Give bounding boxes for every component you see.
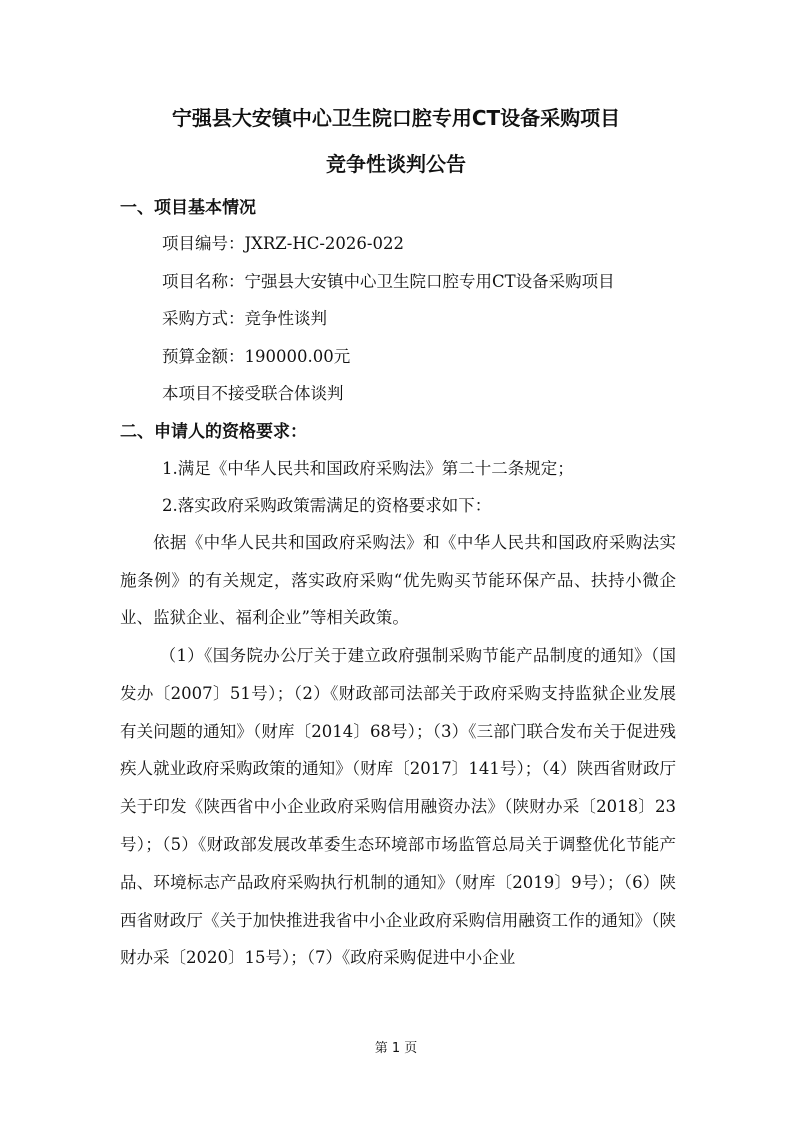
project-number: 项目编号：JXRZ-HC-2026-022: [162, 234, 404, 253]
consortium-note: 本项目不接受联合体谈判: [162, 384, 344, 403]
policy-list-paragraph: （1）《国务院办公厅关于建立政府强制采购节能产品制度的通知》（国发办〔2007〕51号）；（2）《财政部司法部关于政府采购支持监狱企业发展有关问题的通知》（财库〔2014〕68号）；（3）《三部门联合发布关于促进残疾人就业政府采购政策的通知》（财库〔2017〕141号）；（4）陕西省财政厅关于印发《陕西省中小企业政府采购信用融资办法》（陕财办采〔2018〕23号）；（5）《财政部发展改革委生态环境部市场监管总局关于调整优化节能产品、环境标志产品政府采购执行机制的通知》（财库〔2019〕9号）；（6）陕西省财政厅《关于加快推进我省中小企业政府采购信用融资工作的通知》（陕财办采〔2020〕15号）；（7）《政府采购促进中小企业: [120, 646, 676, 968]
document-title-line1: 宁强县大安镇中心卫生院口腔专用CT设备采购项目: [171, 106, 621, 130]
budget-amount: 预算金额：190000.00元: [162, 347, 351, 366]
document-title-line2: 竞争性谈判公告: [326, 152, 466, 176]
requirement-item-2: 2.落实政府采购政策需满足的资格要求如下：: [162, 496, 492, 515]
section2-heading: 二、申请人的资格要求：: [120, 422, 307, 442]
policy-paragraph: 依据《中华人民共和国政府采购法》和《中华人民共和国政府采购法实施条例》的有关规定，落实政府采购“优先购买节能环保产品、扶持小微企业、监狱企业、福利企业”等相关政策。: [120, 533, 676, 628]
project-name: 项目名称：宁强县大安镇中心卫生院口腔专用CT设备采购项目: [162, 272, 615, 291]
procurement-method: 采购方式：竞争性谈判: [162, 309, 327, 328]
section1-heading: 一、项目基本情况: [120, 198, 256, 218]
requirement-item-1: 1.满足《中华人民共和国政府采购法》第二十二条规定；: [162, 459, 574, 478]
page-number: 第 1 页: [374, 1041, 418, 1056]
